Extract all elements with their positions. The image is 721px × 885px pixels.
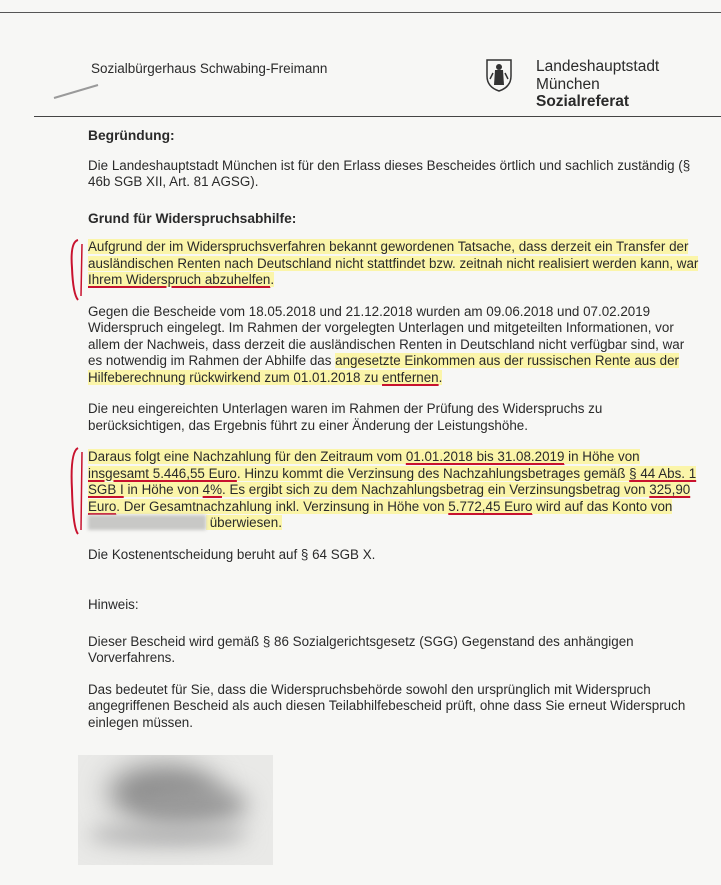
redacted-account: [88, 515, 206, 530]
letter-body: [88, 128, 700, 782]
highlight: . Hinzu kommt die Verzinsung des Nachzahlungsbetrages gemäß: [236, 465, 630, 481]
highlight: in Höhe von: [564, 449, 640, 464]
highlight-underlined: Ihrem Widerspruch abzuhelfen: [88, 272, 271, 287]
highlight-underlined: 4%: [202, 482, 222, 497]
red-margin-bracket-1: [66, 238, 86, 304]
highlight-underlined: 325,90 Euro: [88, 482, 691, 514]
header-rule: [34, 116, 721, 117]
top-rule: [0, 12, 721, 13]
munich-coat-of-arms-icon: [484, 58, 514, 92]
highlight: .: [438, 369, 443, 385]
unterlagen-paragraph: Die neu eingereichten Unterlagen waren im Rahmen der Prüfung des Widerspruchs zu berücksichtigen, das Ergebnis führt zu einer Änderung der Leistungshöhe.: [88, 401, 603, 433]
highlight-underlined: entfernen: [382, 369, 439, 385]
highlight: . Der Gesamtnachzahlung inkl. Verzinsung in Höhe von: [116, 498, 449, 514]
highlight-underlined: 01.01.2018 bis 31.08.2019: [405, 449, 565, 464]
highlight: wird auf das Konto von: [532, 498, 673, 514]
zustaendigkeit-paragraph: Die Landeshauptstadt München ist für den Erlass dieses Bescheides örtlich und sachlich zuständig (§ 46b SGB XII, Art. 81 AGSG).: [88, 157, 691, 189]
authority-department: Sozialreferat: [536, 93, 630, 110]
highlight: überwiesen.: [206, 515, 282, 530]
hinweis-heading: Hinweis:: [88, 597, 139, 612]
text: Gegen die Bescheide vom 18.05.2018 und 21.12.2018 wurden am 09.06.2018 und 07.02.2019 Widerspruch eingelegt. Im Rahmen der vorgelegten Unterlagen und mitgeteilten Informationen, vor allem der Nachweis, dass derzeit die ausländischen Renten in Deutschland nicht verfügbar sind, war es notwendig im Rahmen der Abhilfe das: [88, 303, 685, 368]
redacted-signature: [78, 755, 273, 865]
hinweis-paragraph-1: Dieser Bescheid wird gemäß § 86 Sozialgerichtsgesetz (SGG) Gegenstand des anhängigen Vorverfahrens.: [88, 633, 634, 665]
highlight: .: [270, 272, 275, 287]
hinweis-paragraph-2: Das bedeutet für Sie, dass die Widerspruchsbehörde sowohl den ursprünglich mit Widerspruch angegriffenen Bescheid als auch diesen Teilabhilfebescheid prüft, ohne dass Sie erneut Widerspruch einlegen müssen.: [88, 681, 686, 730]
highlight-underlined: § 44 Abs. 1 SGB I: [88, 465, 697, 497]
highlight: Aufgrund der im Widerspruchsverfahren bekannt gewordenen Tatsache, dass derzeit ein Transfer der ausländischen Renten nach Deutschland nicht stattfindet bzw. zeitnah nicht realisiert werden kann, war: [88, 239, 699, 271]
authority-block: [536, 58, 659, 111]
highlight: angesetzte Einkommen aus der russischen Rente aus der Hilfeberechnung rückwirkend zum 01.01.2018 zu: [88, 353, 680, 385]
red-margin-bracket-2: [66, 446, 86, 538]
authority-city: Landeshauptstadt: [536, 58, 660, 75]
highlight: Daraus folgt eine Nachzahlung für den Zeitraum vom: [88, 449, 406, 464]
authority-munich: München: [536, 75, 600, 93]
begruendung-heading: Begründung:: [88, 128, 175, 143]
abhilfe-paragraph: [88, 239, 700, 289]
sender-name: Sozialbürgerhaus Schwabing-Freimann: [91, 61, 328, 76]
grund-heading: Grund für Widerspruchsabhilfe:: [88, 210, 297, 226]
nachzahlung-paragraph: [88, 449, 700, 532]
pen-stroke-mark: [52, 82, 102, 102]
kosten-paragraph: Die Kostenentscheidung beruht auf § 64 SGB X.: [88, 546, 376, 562]
highlight-underlined: insgesamt 5.446,55 Euro: [88, 465, 237, 481]
highlight: . Es ergibt sich zu dem Nachzahlungsbetrag ein Verzinsungsbetrag von: [222, 482, 650, 497]
highlight: in Höhe von: [123, 482, 203, 497]
bescheide-paragraph: [88, 304, 700, 387]
highlight-underlined: 5.772,45 Euro: [448, 498, 533, 514]
